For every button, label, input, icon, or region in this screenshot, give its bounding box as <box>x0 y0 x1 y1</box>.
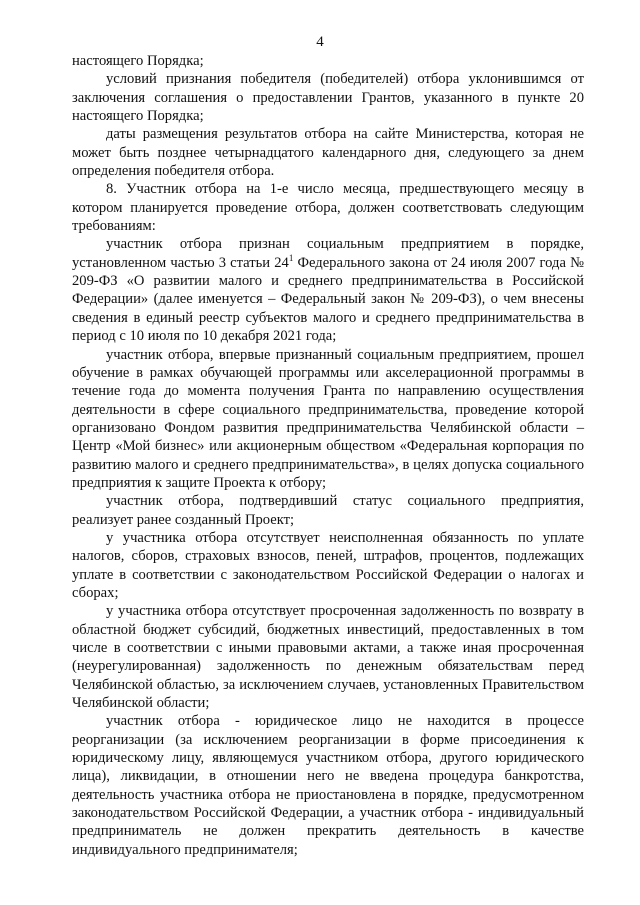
paragraph: даты размещения результатов отбора на сайте Министерства, которая не может быть позднее четырнадцатого календарного дня, следующего за днем определения победителя отбора. <box>72 126 584 180</box>
document-body <box>72 52 584 859</box>
page-number: 4 <box>316 34 324 50</box>
paragraph-clause-8: 8. Участник отбора на 1-е число месяца, предшествующего месяцу в котором планируется проведение отбора, должен соответствовать следующим требованиям: <box>72 181 584 235</box>
paragraph-continuation: настоящего Порядка; <box>72 53 204 69</box>
paragraph-social-enterprise <box>72 235 584 345</box>
paragraph: условий признания победителя (победителей) отбора уклонившимся от заключения соглашения о предоставлении Грантов, указанного в пункте 20 настоящего Порядка; <box>72 71 584 125</box>
superscript: 1 <box>288 252 294 263</box>
paragraph: участник отбора, подтвердивший статус социального предприятия, реализует ранее созданный Проект; <box>72 493 584 528</box>
paragraph: участник отбора, впервые признанный социальным предприятием, прошел обучение в рамках обучающей программы или акселерационной программы в течение года до момента получения Гранта по направлению осуществления деятельности в сфере социального предпринимательства, проведение которой организовано Фондом развития предпринимательства Челябинской области – Центр «Мой бизнес» или акционерным обществом «Федеральная корпорация по развитию малого и среднего предпринимательства», в целях допуска социального предприятия к защите Проекта к отбору; <box>72 346 584 491</box>
paragraph: у участника отбора отсутствует просроченная задолженность по возврату в областной бюджет субсидий, бюджетных инвестиций, предоставленных в том числе в соответствии с иными правовыми актами, а также иная просроченная (неурегулированная) задолженность по денежным обязательствам перед Челябинской областью, за исключением случаев, установленных Правительством Челябинской области; <box>72 603 584 712</box>
paragraph-text: Федерального закона от 24 июля 2007 года № 209-ФЗ «О развитии малого и среднего предпринимательства в Российской Федерации» (далее именуется – Федеральный закон № 209-ФЗ), о чем внесены сведения в единый реестр субъектов малого и среднего предпринимательства в период с 10 июля по 10 декабря 2021 года; <box>72 254 584 345</box>
paragraph: у участника отбора отсутствует неисполненная обязанность по уплате налогов, сборов, страховых взносов, пеней, штрафов, процентов, подлежащих уплате в соответствии с законодательством Российской Федерации о налогах и сборах; <box>72 529 584 601</box>
paragraph: участник отбора - юридическое лицо не находится в процессе реорганизации (за исключением реорганизации в форме присоединения к юридическому лицу, являющемуся участником отбора, другого юридического лица), ликвидации, в отношении него не введена процедура банкротства, деятельность участника отбора не приостановлена в порядке, предусмотренном законодательством Российской Федерации, а участник отбора - индивидуальный предприниматель не должен прекратить деятельность в качестве индивидуального предпринимателя; <box>72 713 584 858</box>
paragraph-text: участник отбора признан социальным предприятием в порядке, установленном частью 3 статьи 24 <box>72 236 584 271</box>
